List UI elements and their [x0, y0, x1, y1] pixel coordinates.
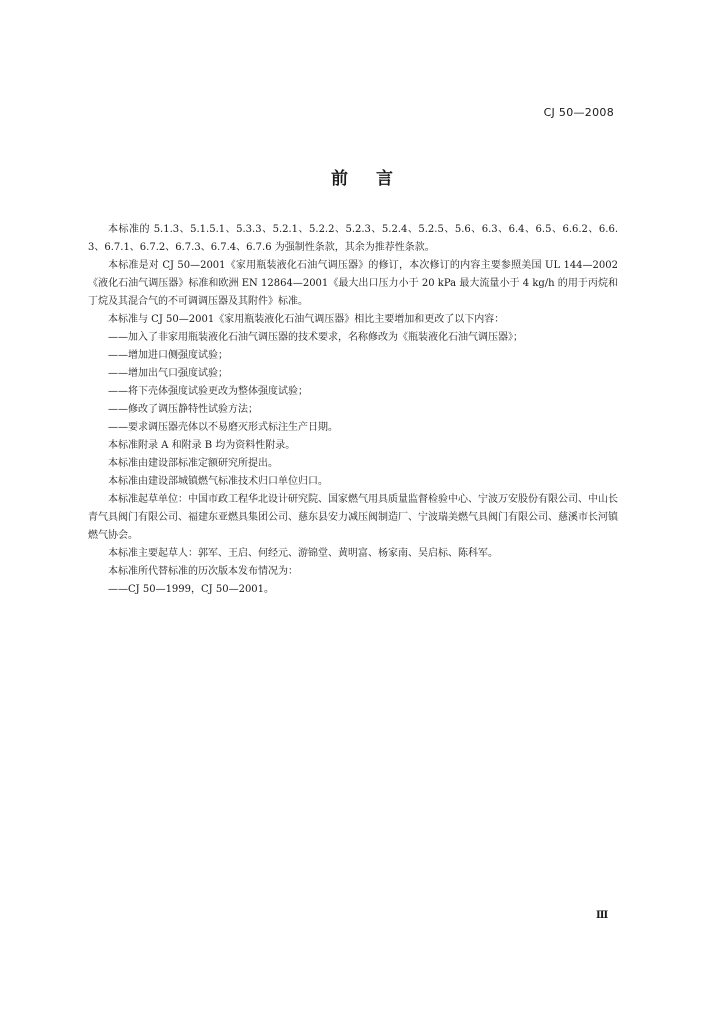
page-number: Ⅲ — [596, 910, 609, 921]
list-item: ——要求调压器壳体以不易磨灭形式标注生产日期。 — [108, 422, 338, 433]
list-item: ——增加进口侧强度试验； — [108, 350, 228, 361]
standard-code: CJ 50—2008 — [543, 106, 614, 119]
list-item: ——将下壳体强度试验更改为整体强度试验； — [108, 386, 308, 397]
paragraph-revision-basis: 本标准是对 CJ 50—2001《家用瓶装液化石油气调压器》的修订，本次修订的内容主要参照美国 UL 144—2002《液化石油气调压器》标准和欧洲 EN 12864—2001《最大出口压力小于 20 kPa 最大流量小于 4 kg/h 的用于丙烷和丁烷及其混合气的不可调调压器及其附件》标准。 — [88, 260, 618, 307]
paragraph-appendix: 本标准附录 A 和附录 B 均为资料性附录。 — [108, 440, 296, 451]
paragraph-history-intro: 本标准所代替标准的历次版本发布情况为： — [108, 566, 298, 577]
list-item: ——增加出气口强度试验； — [108, 368, 228, 379]
page-title: 前言 — [331, 169, 421, 189]
paragraph-changes-intro: 本标准与 CJ 50—2001《家用瓶装液化石油气调压器》相比主要增加和更改了以下内容： — [108, 314, 505, 325]
paragraph-mandatory-clauses: 本标准的 5.1.3、5.1.5.1、5.3.3、5.2.1、5.2.2、5.2.3、5.2.4、5.2.5、5.6、6.3、6.4、6.5、6.6.2、6.6.3、6.7.1、6.7.2、6.7.3、6.7.4、6.7.6 为强制性条款，其余为推荐性条款。 — [88, 224, 618, 253]
list-item: ——修改了调压静特性试验方法； — [108, 404, 258, 415]
list-item: ——加入了非家用瓶装液化石油气调压器的技术要求，名称修改为《瓶装液化石油气调压器》； — [108, 332, 523, 343]
paragraph-drafting-units: 本标准起草单位：中国市政工程华北设计研究院、国家燃气用具质量监督检验中心、宁波万安股份有限公司、中山长青气具阀门有限公司、福建东亚燃具集团公司、慈东县安力减压阀制造厂、宁波瑞美燃气具阀门有限公司、慈溪市长河镇燃气协会。 — [88, 494, 618, 541]
paragraph-proposed-by: 本标准由建设部标准定额研究所提出。 — [108, 458, 278, 469]
paragraph-history-versions: ——CJ 50—1999，CJ 50—2001。 — [108, 584, 275, 595]
paragraph-drafters: 本标准主要起草人：郭军、王启、何经元、游锦堂、黄明富、杨家南、吴启标、陈科军。 — [108, 548, 498, 559]
foreword-body — [88, 221, 618, 599]
paragraph-centralized-by: 本标准由建设部城镇燃气标准技术归口单位归口。 — [108, 476, 328, 487]
